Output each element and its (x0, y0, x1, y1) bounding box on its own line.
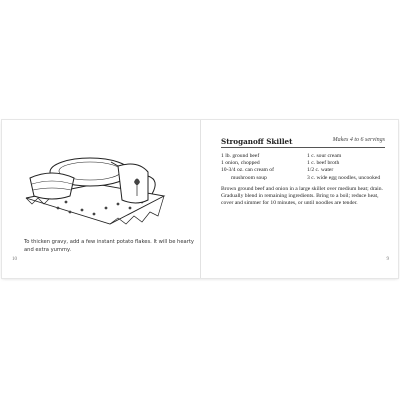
recipe-yield: Makes 4 to 6 servings (332, 137, 385, 143)
ingredient: mushroom soup (231, 174, 267, 181)
recipe-title: Stroganoff Skillet (221, 137, 293, 146)
right-page-number: 9 (386, 257, 389, 262)
right-page (201, 120, 399, 278)
ingredient: 1 c. sour cream (307, 153, 342, 159)
kitchen-illustration (18, 138, 168, 230)
ingredient: 3 c. wide egg noodles, uncooked (307, 174, 381, 181)
title-rule (221, 147, 385, 148)
ingredient: 1/2 c. water (307, 167, 334, 174)
ingredients-column-1 (221, 153, 301, 182)
ingredient: 1 c. beef broth (307, 160, 340, 167)
ingredient: 1 onion, chopped (221, 160, 260, 167)
ingredient: 10-3/4 oz. can cream of (221, 167, 274, 174)
left-page-number: 10 (12, 257, 17, 262)
cooking-tip: To thicken gravy, add a few instant potato flakes. It will be hearty and extra yummy. (24, 239, 194, 253)
ingredients-column-2 (307, 153, 387, 182)
recipe-directions: Brown ground beef and onion in a large skillet over medium heat; drain. Gradually blend in remaining ingredients. Bring to a boil; reduce heat, cover and simmer for 10 minutes, or until noodles are tender. (221, 186, 383, 207)
ingredient: 1 lb. ground beef (221, 153, 260, 159)
left-page (2, 120, 200, 278)
book-spread (2, 120, 398, 278)
